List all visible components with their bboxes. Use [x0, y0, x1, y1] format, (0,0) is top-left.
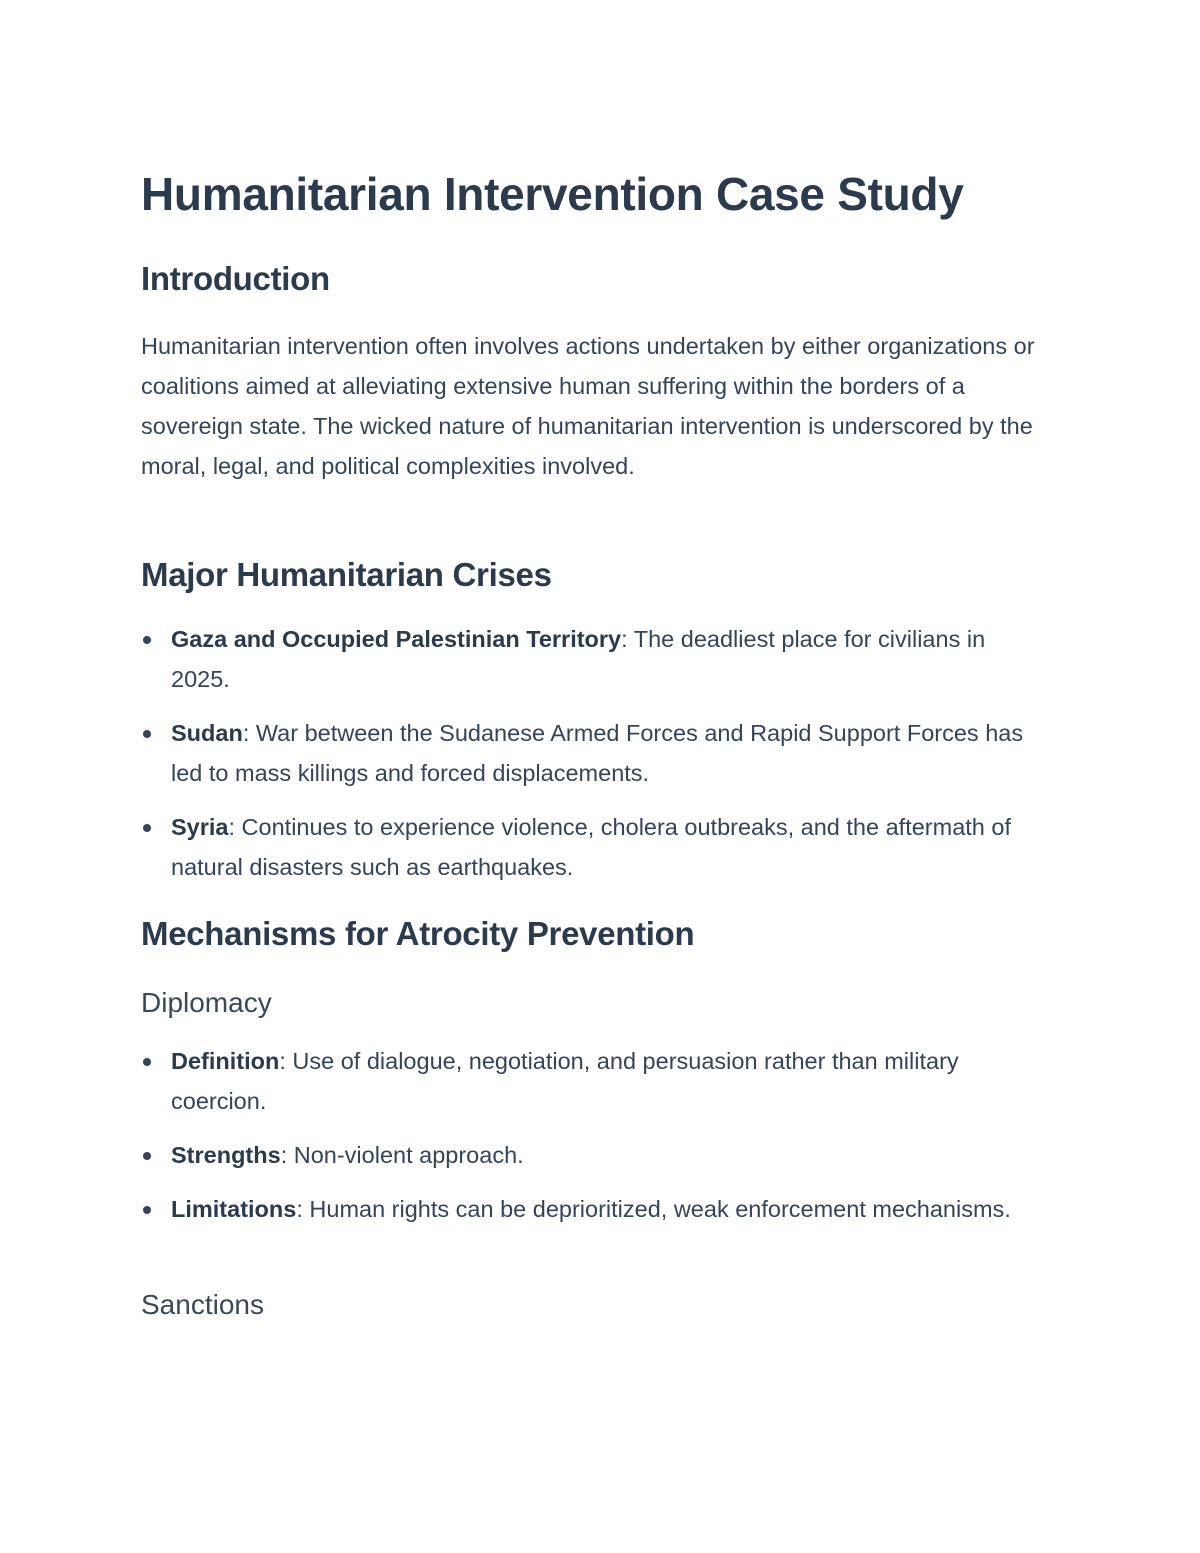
list-item-term: Limitations [171, 1196, 297, 1222]
list-item [141, 1189, 1041, 1229]
list-item-text: : The deadliest place for civilians in 2025. [171, 626, 986, 692]
list-item-term: Syria [171, 814, 229, 840]
list-item-text: : Human rights can be deprioritized, weak enforcement mechanisms. [296, 1196, 1011, 1222]
list-item-term: Strengths [171, 1142, 281, 1168]
diplomacy-list [141, 1041, 1041, 1243]
list-item-term: Gaza and Occupied Palestinian Territory [171, 626, 622, 652]
list-item [141, 807, 1041, 887]
bullet-icon [143, 1206, 151, 1214]
list-item-term: Sudan [171, 720, 243, 746]
mechanisms-heading: Mechanisms for Atrocity Prevention [141, 915, 695, 952]
list-item [141, 1135, 1041, 1175]
crises-heading: Major Humanitarian Crises [141, 556, 552, 593]
document-title: Humanitarian Intervention Case Study [141, 168, 964, 220]
bullet-icon [143, 1152, 151, 1160]
list-item-term: Definition [171, 1048, 280, 1074]
list-item-text: : Continues to experience violence, cholera outbreaks, and the aftermath of natural disasters such as earthquakes. [171, 814, 1011, 880]
introduction-heading: Introduction [141, 260, 330, 297]
introduction-paragraph: Humanitarian intervention often involves actions undertaken by either organizations or coalitions aimed at alleviating extensive human suffering within the borders of a sovereign state. The wicked nature of humanitarian intervention is underscored by the moral, legal, and political complexities involved. [141, 333, 1035, 479]
list-item-text: : Use of dialogue, negotiation, and persuasion rather than military coercion. [171, 1048, 959, 1114]
list-item [141, 1041, 1041, 1121]
bullet-icon [143, 636, 151, 644]
diplomacy-heading: Diplomacy [141, 987, 272, 1018]
bullet-icon [143, 1058, 151, 1066]
crises-list [141, 619, 1041, 901]
list-item-text: : Non-violent approach. [280, 1142, 524, 1168]
sanctions-heading: Sanctions [141, 1289, 264, 1320]
list-item [141, 619, 1041, 699]
list-item-text: : War between the Sudanese Armed Forces and Rapid Support Forces has led to mass killings and forced displacements. [171, 720, 1024, 786]
bullet-icon [143, 730, 151, 738]
list-item [141, 713, 1041, 793]
bullet-icon [143, 824, 151, 832]
